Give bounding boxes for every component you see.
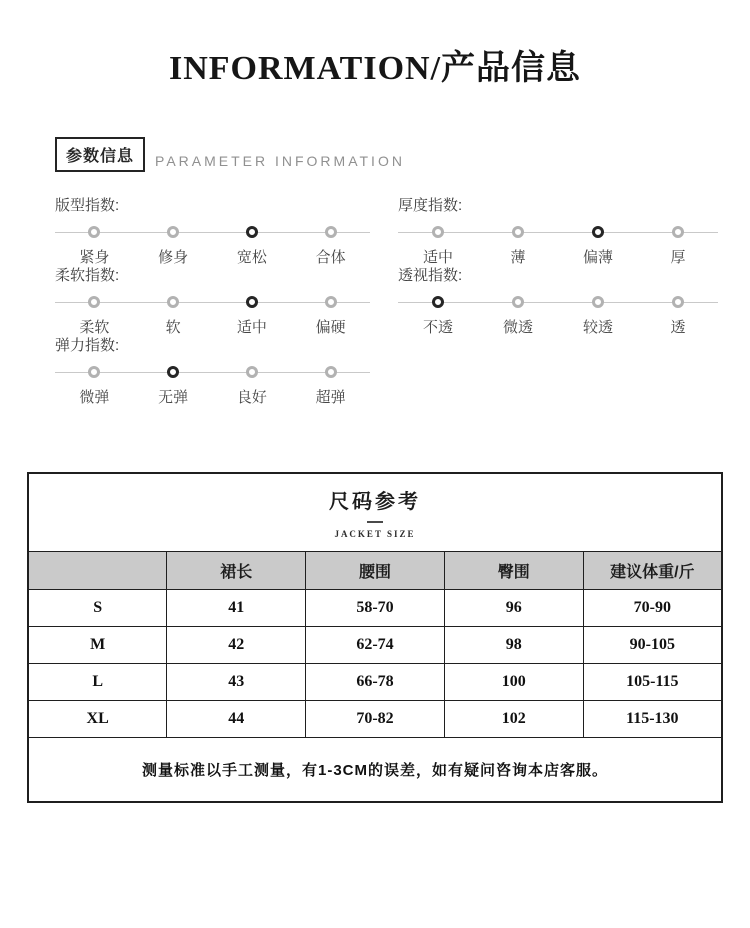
param-option [134,296,213,337]
param-option-label: 修身 [158,249,189,266]
cell-size: M [28,626,167,663]
param-group-transparency [398,264,718,336]
radio-marker-icon [167,296,179,308]
radio-marker-icon [592,296,604,308]
param-group-thickness [398,194,718,266]
params-subtitle: PARAMETER INFORMATION [155,153,405,169]
param-scale [55,296,370,337]
param-option [558,226,638,267]
param-option-label: 薄 [510,249,526,266]
table-title-row [28,473,722,551]
param-scale [55,226,370,267]
param-option [638,296,718,337]
radio-marker-icon [432,226,444,238]
page-title: INFORMATION/产品信息 [168,50,582,87]
table-row [28,626,722,663]
table-note-row [28,737,722,802]
param-group-stretch [55,334,370,406]
size-table-title: 尺码参考 [329,491,421,514]
radio-marker-icon [672,296,684,308]
radio-marker-icon [325,226,337,238]
param-option [213,366,292,407]
radio-marker-icon [167,366,179,378]
cell-waist: 62-74 [306,626,445,663]
cell-skirt-length: 44 [167,700,306,737]
header-cell-weight: 建议体重/斤 [583,551,722,589]
param-option [55,366,134,407]
cell-size: XL [28,700,167,737]
radio-marker-icon [88,296,100,308]
product-info-page [0,40,750,928]
param-option [558,296,638,337]
radio-marker-icon [592,226,604,238]
param-group-title: 透视指数: [398,267,463,284]
cell-weight: 105-115 [583,663,722,700]
cell-hip: 100 [444,663,583,700]
param-option-label: 合体 [315,249,346,266]
cell-size: L [28,663,167,700]
param-scale [55,366,370,407]
param-option-label: 宽松 [236,249,267,266]
cell-hip: 98 [444,626,583,663]
radio-marker-icon [246,366,258,378]
params-badge: 参数信息 [55,137,145,172]
param-option-label: 紧身 [79,249,110,266]
cell-hip: 102 [444,700,583,737]
param-option [478,296,558,337]
param-group-fit [55,194,370,266]
param-option [213,296,292,337]
param-option [55,226,134,267]
radio-marker-icon [512,296,524,308]
param-option-label: 软 [165,319,181,336]
param-option [638,226,718,267]
radio-marker-icon [432,296,444,308]
param-option [398,226,478,267]
parameter-section [55,137,720,406]
param-option-label: 适中 [236,319,267,336]
param-option-label: 超弹 [315,389,346,406]
table-title-cell [28,473,722,551]
param-group-softness [55,264,370,336]
radio-marker-icon [88,366,100,378]
param-option [291,366,370,407]
cell-weight: 90-105 [583,626,722,663]
table-header-row [28,551,722,589]
header-cell-waist: 腰围 [306,551,445,589]
param-option-label: 不透 [422,319,453,336]
param-option-label: 偏薄 [582,249,613,266]
radio-marker-icon [88,226,100,238]
radio-marker-icon [672,226,684,238]
param-scale [398,296,718,337]
param-option-label: 无弹 [158,389,189,406]
table-row [28,589,722,626]
param-option [134,226,213,267]
param-group-title: 版型指数: [55,197,120,214]
radio-marker-icon [325,296,337,308]
header-cell-size [28,551,167,589]
param-option [291,296,370,337]
cell-weight: 70-90 [583,589,722,626]
param-option [134,366,213,407]
param-group-title: 柔软指数: [55,267,120,284]
header-cell-skirt-length: 裙长 [167,551,306,589]
size-table-subtitle: JACKET SIZE [334,529,416,540]
cell-skirt-length: 43 [167,663,306,700]
cell-weight: 115-130 [583,700,722,737]
param-option-label: 良好 [236,389,267,406]
parameter-groups [55,194,720,406]
param-option-label: 透 [670,319,686,336]
cell-waist: 70-82 [306,700,445,737]
param-option [398,296,478,337]
param-group-title: 厚度指数: [398,197,463,214]
param-option-label: 厚 [670,249,686,266]
cell-skirt-length: 41 [167,589,306,626]
table-row [28,700,722,737]
cell-waist: 58-70 [306,589,445,626]
param-option-label: 柔软 [79,319,110,336]
param-option-label: 较透 [582,319,613,336]
param-option-label: 偏硬 [315,319,346,336]
param-option [213,226,292,267]
table-row [28,663,722,700]
radio-marker-icon [512,226,524,238]
radio-marker-icon [246,226,258,238]
param-option [291,226,370,267]
parameter-header [55,137,720,172]
measurement-note: 测量标准以手工测量，有1-3CM的误差，如有疑问咨询本店客服。 [28,737,722,802]
radio-marker-icon [325,366,337,378]
header-cell-hip: 臀围 [444,551,583,589]
divider [367,521,383,523]
cell-hip: 96 [444,589,583,626]
radio-marker-icon [246,296,258,308]
param-option [55,296,134,337]
cell-size: S [28,589,167,626]
param-scale [398,226,718,267]
param-option [478,226,558,267]
param-option-label: 微透 [502,319,533,336]
radio-marker-icon [167,226,179,238]
size-reference-table [27,472,723,803]
param-group-title: 弹力指数: [55,337,120,354]
cell-skirt-length: 42 [167,626,306,663]
param-option-label: 微弹 [79,389,110,406]
param-option-label: 适中 [422,249,453,266]
cell-waist: 66-78 [306,663,445,700]
